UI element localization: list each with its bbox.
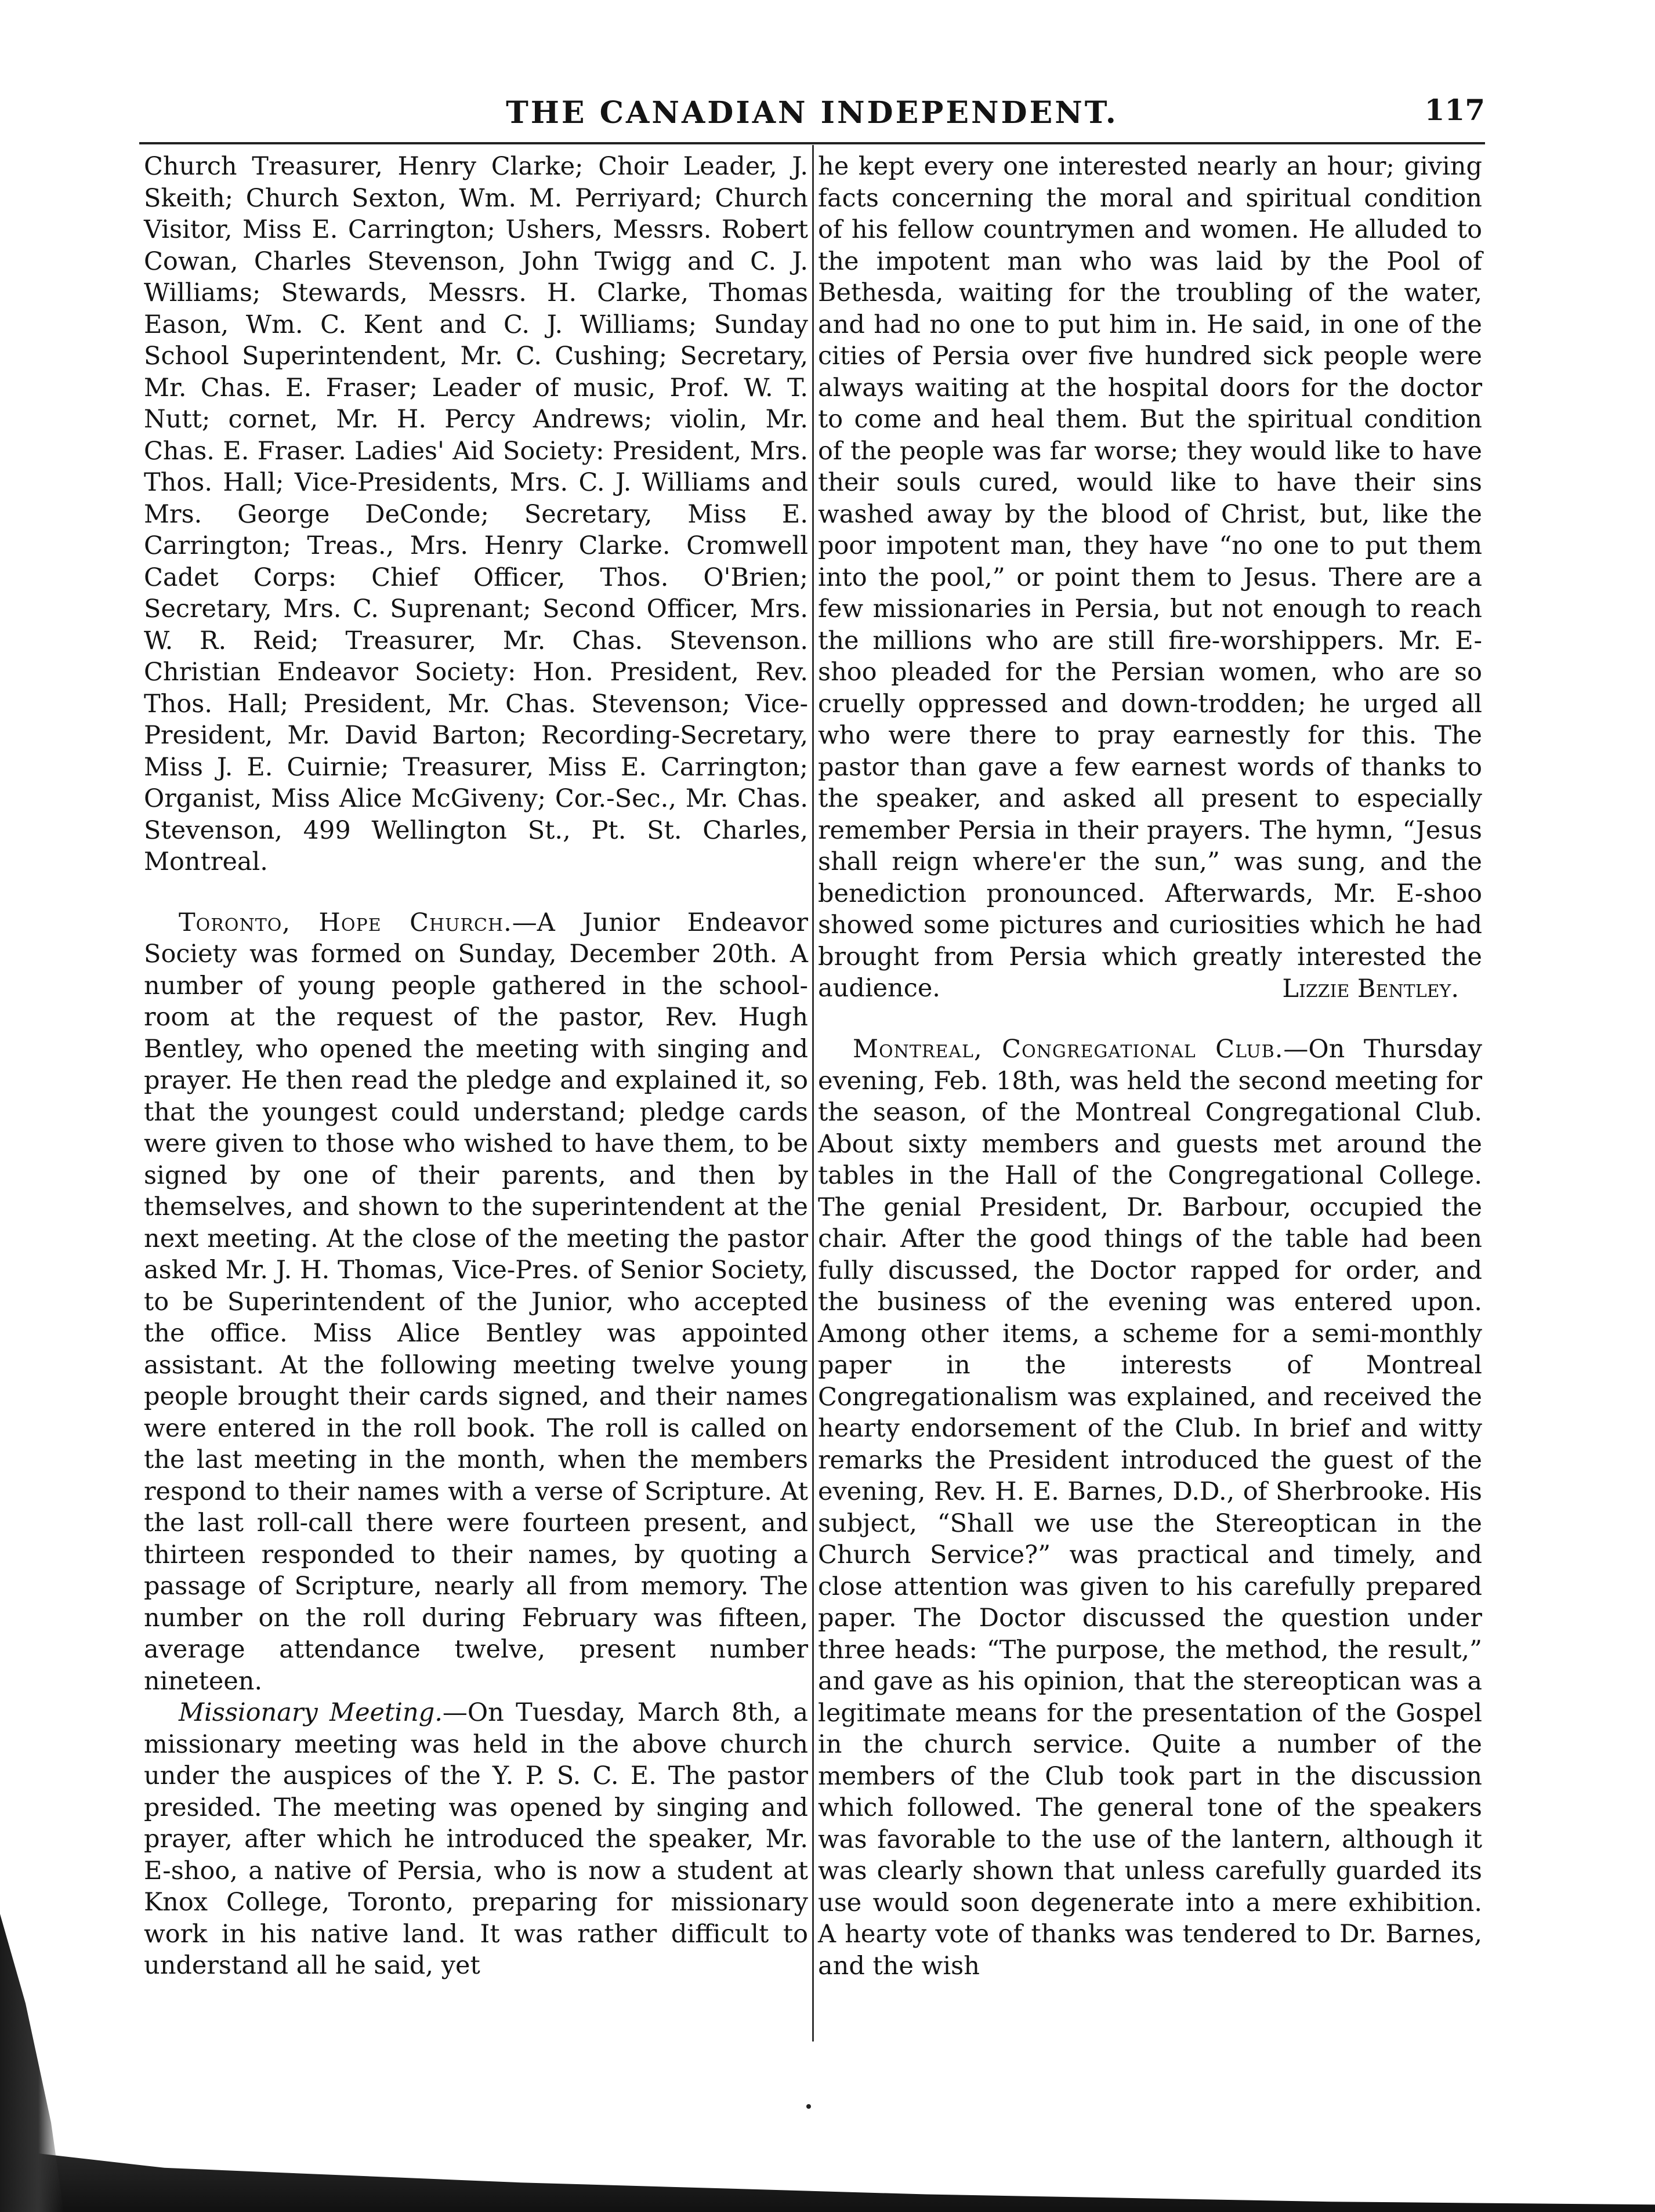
column-divider xyxy=(812,145,814,2041)
congregational-club-body: —On Thursday evening, Feb. 18th, was held the second meeting for the season, of the Montreal Congregational Club. About sixty members and guests met around the tables in the Hall of the Congregational College. The genial President, Dr. Barbour, occupied the chair. After the good things of the table had been fully discussed, the Doctor rapped for order, and the business of the evening was entered upon. Among other items, a scheme for a semi-monthly paper in the interests of Montreal Congregationalism was explained, and received the hearty endorsement of the Club. In brief and witty remarks the President introduced the guest of the evening, Rev. H. E. Barnes, D.D., of Sherbrooke. His subject, “Shall we use the Stereoptican in the Church Service?” was practical and timely, and close attention was given to his carefully prepared paper. The Doctor discussed the question under three heads: “The purpose, the method, the result,” and gave as his opinion, that the stereoptican was a legitimate means for the presentation of the Gospel in the church service. Quite a number of the members of the Club took part in the discussion which followed. The general tone of the speakers was favorable to the use of the lantern, although it was clearly shown that unless carefully guarded its use would soon degenerate into a mere exhibition. A hearty vote of thanks was tendered to Dr. Barnes, and the wish xyxy=(818,1035,1483,1981)
binding-shadow xyxy=(0,1914,64,2212)
journal-title: THE CANADIAN INDEPENDENT. xyxy=(506,95,1118,130)
congregational-club-paragraph xyxy=(818,1034,1482,1982)
missionary-meeting-paragraph xyxy=(144,1697,808,1982)
hope-church-paragraph xyxy=(144,907,808,1698)
header-rule xyxy=(139,142,1485,144)
running-head xyxy=(139,81,1485,145)
hope-church-heading: Toronto, Hope Church. xyxy=(179,908,512,937)
missionary-meeting-body: —On Tuesday, March 8th, a missionary meeting was held in the above church under the auspices of the Y. P. S. C. E. The pastor presided. The meeting was opened by singing and prayer, after which he introduced the speaker, Mr. E-shoo, a native of Persia, who is now a student at Knox College, Toronto, preparing for missionary work in his native land. It was rather difficult to understand all he said, yet xyxy=(144,1698,808,1980)
congregational-club-heading: Montreal, Congregational Club. xyxy=(853,1035,1284,1064)
missionary-continuation-paragraph: he kept every one interested nearly an hour; giving facts concerning the moral and spiritual condition of his fellow countrymen and women. He alluded to the impotent man who was laid by the Pool of Bethesda, waiting for the troubling of the water, and had no one to put him in. He said, in one of the cities of Persia over five hundred sick people were always waiting at the hospital doors for the doctor to come and heal them. But the spiritual condition of the people was far worse; they would like to have their souls cured, would like to have their sins washed away by the blood of Christ, but, like the poor impotent man, they have “no one to put them into the pool,” or point them to Jesus. There are a few missionaries in Persia, but not enough to reach the millions who are still fire-worshippers. Mr. E-shoo pleaded for the Persian women, who are so cruelly oppressed and down-trodden; he urged all who were there to pray earnestly for this. The pastor than gave a few earnest words of thanks to the speaker, and asked all present to especially remember Persia in their prayers. The hymn, “Jesus shall reign where'er the sun,” was sung, and the benediction pronounced. Afterwards, Mr. E-shoo showed some pictures and curiosities which he had brought from Persia which greatly interested the audience. xyxy=(818,152,1482,1003)
left-column xyxy=(144,151,808,1982)
page-dot xyxy=(806,2104,811,2109)
signature: Lizzie Bentley. xyxy=(1282,974,1459,1003)
officers-list-paragraph: Church Treasurer, Henry Clarke; Choir Leader, J. Skeith; Church Sexton, Wm. M. Perriyard; Church Visitor, Miss E. Carrington; Ushers, Messrs. Robert Cowan, Charles Stevenson, John Twigg and C. J. Williams; Stewards, Messrs. H. Clarke, Thomas Eason, Wm. C. Kent and C. J. Williams; Sunday School Superintendent, Mr. C. Cushing; Secretary, Mr. Chas. E. Fraser; Leader of music, Prof. W. T. Nutt; cornet, Mr. H. Percy Andrews; violin, Mr. Chas. E. Fraser. Ladies' Aid Society: President, Mrs. Thos. Hall; Vice-Presidents, Mrs. C. J. Williams and Mrs. George DeConde; Secretary, Miss E. Carrington; Treas., Mrs. Henry Clarke. Cromwell Cadet Corps: Chief Officer, Thos. O'Brien; Secretary, Mrs. C. Suprenant; Second Officer, Mrs. W. R. Reid; Treasurer, Mr. Chas. Stevenson. Christian Endeavor Society: Hon. President, Rev. Thos. Hall; President, Mr. Chas. Stevenson; Vice-President, Mr. David Barton; Recording-Secretary, Miss J. E. Cuirnie; Treasurer, Miss E. Carrington; Organist, Miss Alice McGiveny; Cor.-Sec., Mr. Chas. Stevenson, 499 Wellington St., Pt. St. Charles, Montreal. xyxy=(144,152,808,876)
page-number: 117 xyxy=(1424,93,1485,127)
page-edge-shadow xyxy=(35,2065,1655,2212)
missionary-meeting-heading: Missionary Meeting. xyxy=(179,1698,443,1727)
right-column xyxy=(818,151,1482,1982)
hope-church-body: —A Junior Endeavor Society was formed on Sunday, December 20th. A number of young people gathered in the school-room at the request of the pastor, Rev. Hugh Bentley, who opened the meeting with singing and prayer. He then read the pledge and explained it, so that the youngest could understand; pledge cards were given to those who wished to have them, to be signed by one of their parents, and then by themselves, and shown to the superintendent at the next meeting. At the close of the meeting the pastor asked Mr. J. H. Thomas, Vice-Pres. of Senior Society, to be Superintendent of the Junior, who accepted the office. Miss Alice Bentley was appointed assistant. At the following meeting twelve young people brought their cards signed, and their names were entered in the roll book. The roll is called on the last meeting in the month, when the members respond to their names with a verse of Scripture. At the last roll-call there were fourteen present, and thirteen responded to their names, by quoting a passage of Scripture, nearly all from memory. The number on the roll during February was fifteen, average attendance twelve, present number nineteen. xyxy=(144,908,809,1696)
